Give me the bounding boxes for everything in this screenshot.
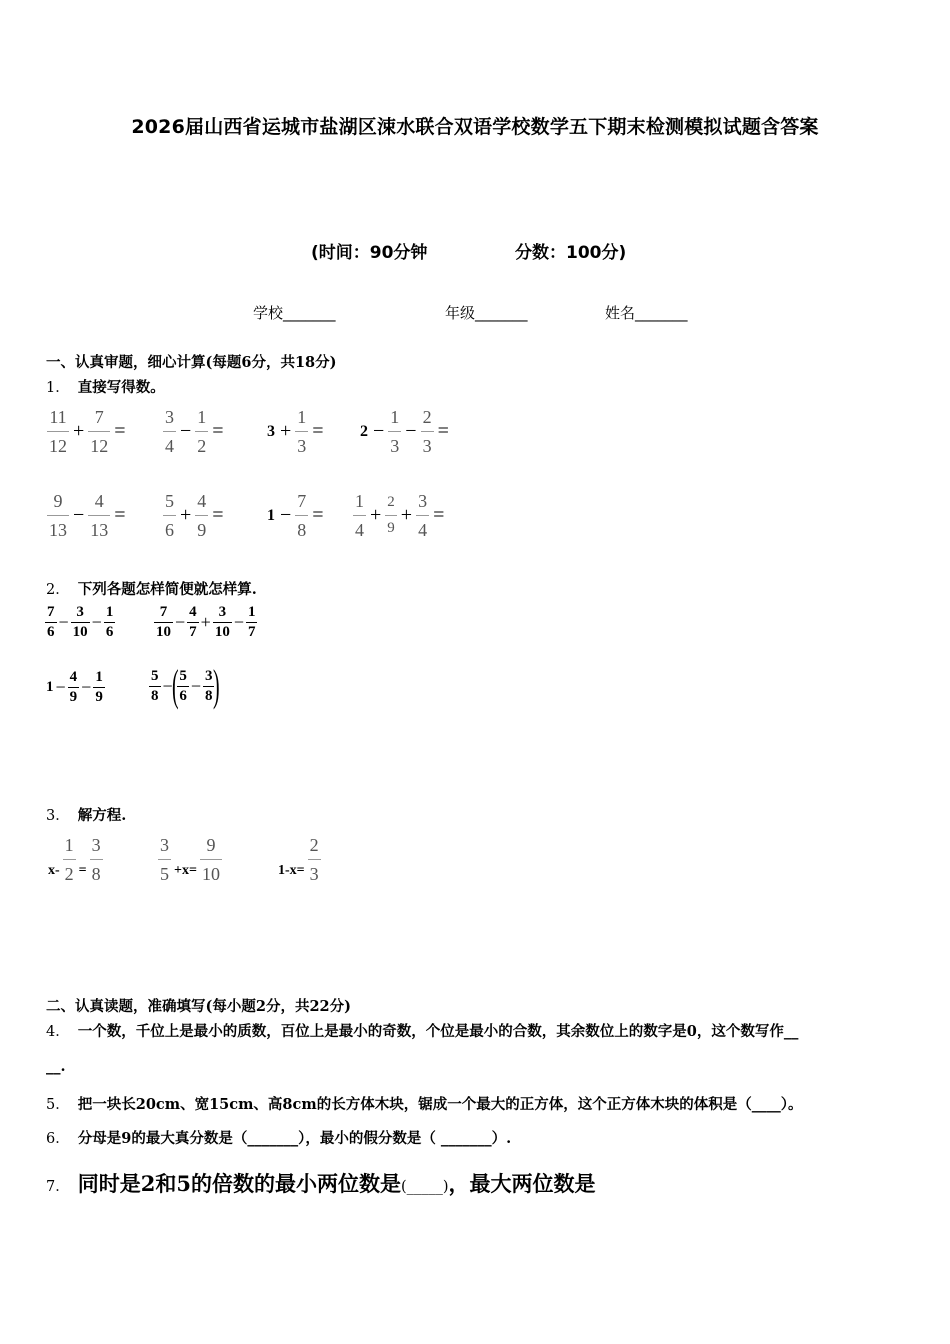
question-4 [46,1020,798,1041]
fraction: $\frac{1}{3}$ [390,407,400,456]
fraction: $\frac{1}{7}$ [247,604,256,640]
equation-2: 3 5 +x= $\frac{9}{10}$ [160,835,220,884]
question-5 [46,1093,802,1114]
simplify-4: 5 8 − ( 5 6 − $\frac{3}{8}$ ) [151,661,221,710]
fraction: 7 10 [156,604,171,640]
fraction: 5 6 [179,667,187,704]
question-number: 1． [46,380,70,396]
grade-field[interactable]: 年级_______ [445,304,528,322]
calc-1-2: 3 4 − $\frac{1}{2}$ = [165,407,224,456]
question-text: 把一块长20cm、宽15cm、高8cm的长方体木块，锯成一个最大的正方体，这个正方体木块的体积是（____）。 [77,1096,803,1113]
fraction: $\frac{4}{9}$ [69,669,78,705]
question-2 [46,578,257,599]
question-text: 直接写得数。 [77,379,165,396]
question-4-continued: __. [46,1058,66,1075]
fraction: $\frac{1}{2}$ [64,835,74,884]
equation-3: 1-x= $\frac{2}{3}$ [278,835,319,884]
fraction: 5 8 [151,667,159,704]
fraction: 7 6 [47,604,55,640]
document-title: 2026届山西省运城市盐湖区涑水联合双语学校数学五下期末检测模拟试题含答案 [131,116,819,138]
fraction: $\frac{1}{6}$ [105,604,114,640]
fraction: $\frac{4}{9}$ [197,491,207,540]
fraction: $\frac{1}{2}$ [197,407,207,456]
calc-2-4: 1 4 + $\frac{2}{9}$ + $\frac{3}{4}$ = [355,491,445,540]
exam-score: 分数：100分) [515,243,627,263]
fraction: 11 12 [49,407,67,456]
simplify-1: 7 6 − $\frac{3}{10}$ − $\frac{1}{6}$ [47,604,114,640]
fraction: $\frac{3}{10}$ [72,604,88,640]
question-number: 5． [46,1097,70,1113]
fraction: $\frac{2}{3}$ [422,407,432,456]
question-text: 同时是2和5的倍数的最小两位数是 [77,1171,401,1196]
simplify-3: 1 − $\frac{4}{9}$ − $\frac{1}{9}$ [46,669,103,705]
question-number: 4． [46,1024,70,1040]
fraction: $\frac{7}{12}$ [90,407,109,456]
fraction: $\frac{4}{13}$ [90,491,109,540]
calc-1-4: 2 − $\frac{1}{3}$ − $\frac{2}{3}$ = [360,407,449,456]
question-number: 7． [46,1179,70,1195]
fraction: $\frac{1}{9}$ [95,669,103,705]
question-3 [46,804,126,825]
calc-1-3: 3 + $\frac{1}{3}$ = [267,407,324,456]
question-6 [46,1127,511,1148]
question-text: 分母是9的最大真分数是（_______），最小的假分数是（ _______）. [77,1130,512,1147]
question-number: 3． [46,808,70,824]
question-1 [46,376,165,397]
fraction: $\frac{2}{3}$ [309,835,319,884]
fraction: $\frac{2}{9}$ [387,494,395,536]
question-text: 下列各题怎样简便就怎样算. [77,581,257,598]
section-1-heading: 一、认真审题，细心计算(每题6分，共18分) [46,354,337,371]
answer-blank[interactable]: (_____) [400,1179,449,1195]
question-number: 2． [46,582,70,598]
fraction: 5 6 [165,491,174,540]
fraction: $\frac{3}{8}$ [91,835,101,884]
simplify-2: 7 10 − $\frac{4}{7}$ + $\frac{3}{10}$ − $\frac{1}{7}$ [156,604,256,640]
fraction: $\frac{3}{8}$ [204,667,213,704]
fraction: $\frac{7}{8}$ [297,491,307,540]
fraction: $\frac{3}{4}$ [418,491,428,540]
question-number: 6． [46,1131,70,1147]
fraction: 3 5 [160,835,169,884]
calc-2-3: 1 − $\frac{7}{8}$ = [267,491,324,540]
question-text: 一个数，千位上是最小的质数，百位上是最小的奇数，个位是最小的合数，其余数位上的数字是0，这个数写作__ [77,1023,799,1040]
fraction: 9 13 [49,491,67,540]
question-7 [46,1168,596,1198]
fraction: 3 4 [165,407,174,456]
calc-2-1: 9 13 − $\frac{4}{13}$ = [49,491,126,540]
fraction: $\frac{9}{10}$ [201,835,220,884]
equation-1: x- $\frac{1}{2}$ = $\frac{3}{8}$ [48,835,101,884]
question-text: 解方程. [77,807,127,824]
name-field[interactable]: 姓名_______ [605,304,688,322]
fraction: 1 4 [355,491,364,540]
fraction: $\frac{3}{10}$ [214,604,230,640]
calc-2-2: 5 6 + $\frac{4}{9}$ = [165,491,224,540]
exam-time: (时间：90分钟 [311,243,428,263]
question-text: ，最大两位数是 [448,1171,596,1196]
fraction: $\frac{4}{7}$ [189,604,197,640]
fraction: $\frac{1}{3}$ [297,407,307,456]
school-field[interactable]: 学校_______ [253,304,336,322]
calc-1-1: 11 12 + $\frac{7}{12}$ = [49,407,126,456]
section-2-heading: 二、认真读题，准确填写(每小题2分，共22分) [46,998,351,1015]
